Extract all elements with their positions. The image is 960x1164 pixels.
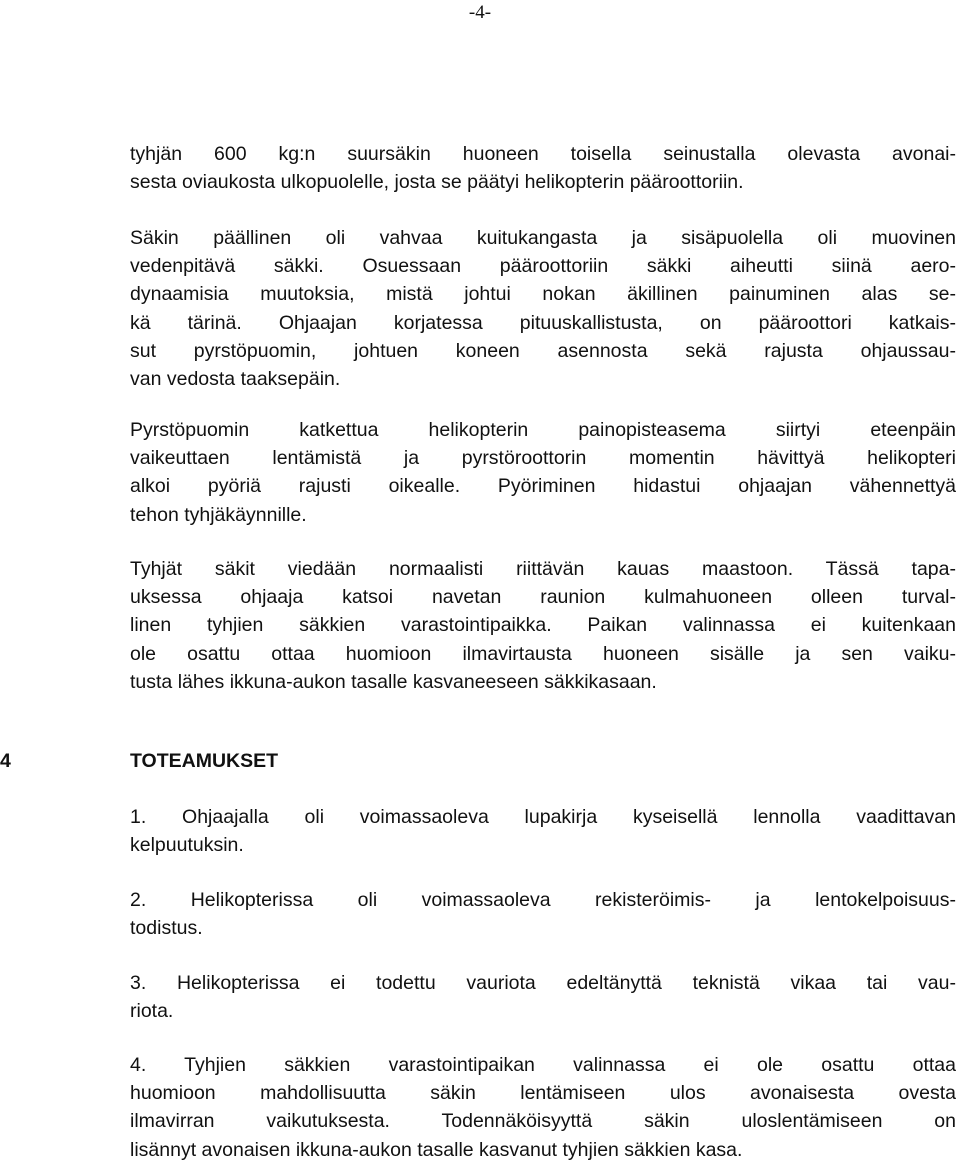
text-line: Säkin päällinen oli vahvaa kuitukangasta ja sisäpuolella oli muovinen: [130, 227, 956, 249]
text-line: tyhjän 600 kg:n suursäkin huoneen toisella seinustalla olevasta avonai-: [130, 143, 956, 165]
text-line: vedenpitävä säkki. Osuessaan pääroottoriin säkki aiheutti siinä aero-: [130, 255, 956, 278]
text-line: tusta lähes ikkuna-aukon tasalle kasvaneeseen säkkikasaan.: [130, 670, 657, 693]
finding-item: [130, 969, 956, 1025]
text-line: dynaamisia muutoksia, mistä johtui nokan äkillinen painuminen alas se-: [130, 283, 956, 306]
text-line: Pyrstöpuomin katkettua helikopterin painopisteasema siirtyi eteenpäin: [130, 419, 956, 441]
text-line: linen tyhjien säkkien varastointipaikka. Paikan valinnassa ei kuitenkaan: [130, 614, 956, 637]
text-line: Tyhjät säkit viedään normaalisti riittävän kauas maastoon. Tässä tapa-: [130, 558, 956, 580]
text-line: ole osattu ottaa huomioon ilmavirtausta huoneen sisälle ja sen vaiku-: [130, 642, 956, 665]
text-line: 3. Helikopterissa ei todettu vauriota edeltänyttä teknistä vikaa tai vau-: [130, 972, 956, 994]
text-line: van vedosta taaksepäin.: [130, 368, 341, 391]
text-line: alkoi pyöriä rajusti oikealle. Pyöriminen hidastui ohjaajan vähennettyä: [130, 475, 956, 498]
paragraph: [130, 140, 956, 196]
text-line: uksessa ohjaaja katsoi navetan raunion kulmahuoneen olleen turval-: [130, 586, 956, 609]
text-line: kä tärinä. Ohjaajan korjatessa pituuskallistusta, on pääroottori katkais-: [130, 311, 956, 334]
text-line: tehon tyhjäkäynnille.: [130, 503, 307, 526]
paragraph: [130, 224, 956, 393]
text-line: sut pyrstöpuomin, johtuen koneen asennosta sekä rajusta ohjaussau-: [130, 339, 956, 362]
finding-item: [130, 886, 956, 942]
text-line: lisännyt avonaisen ikkuna-aukon tasalle kasvanut tyhjien säkkien kasa.: [130, 1138, 743, 1161]
text-line: ilmavirran vaikutuksesta. Todennäköisyyttä säkin uloslentämiseen on: [130, 1110, 956, 1133]
section-title: TOTEAMUKSET: [130, 750, 279, 772]
paragraph: [130, 416, 956, 529]
text-line: 2. Helikopterissa oli voimassaoleva rekisteröimis- ja lentokelpoisuus-: [130, 889, 956, 911]
text-line: vaikeuttaen lentämistä ja pyrstöroottorin momentin hävittyä helikopteri: [130, 447, 956, 470]
paragraph: [130, 555, 956, 696]
text-line: huomioon mahdollisuutta säkin lentämiseen ulos avonaisesta ovesta: [130, 1082, 956, 1105]
text-line: 4. Tyhjien säkkien varastointipaikan valinnassa ei ole osattu ottaa: [130, 1054, 956, 1076]
text-line: kelpuutuksin.: [130, 834, 244, 857]
finding-item: [130, 803, 956, 859]
text-line: sesta oviaukosta ulkopuolelle, josta se päätyi helikopterin pääroottoriin.: [130, 171, 744, 194]
section-number: 4: [0, 750, 11, 772]
finding-item: [130, 1051, 956, 1164]
page-number: -4-: [468, 2, 492, 23]
text-line: riota.: [130, 1000, 174, 1023]
text-line: 1. Ohjaajalla oli voimassaoleva lupakirja kyseisellä lennolla vaadittavan: [130, 806, 956, 828]
text-line: todistus.: [130, 917, 203, 940]
